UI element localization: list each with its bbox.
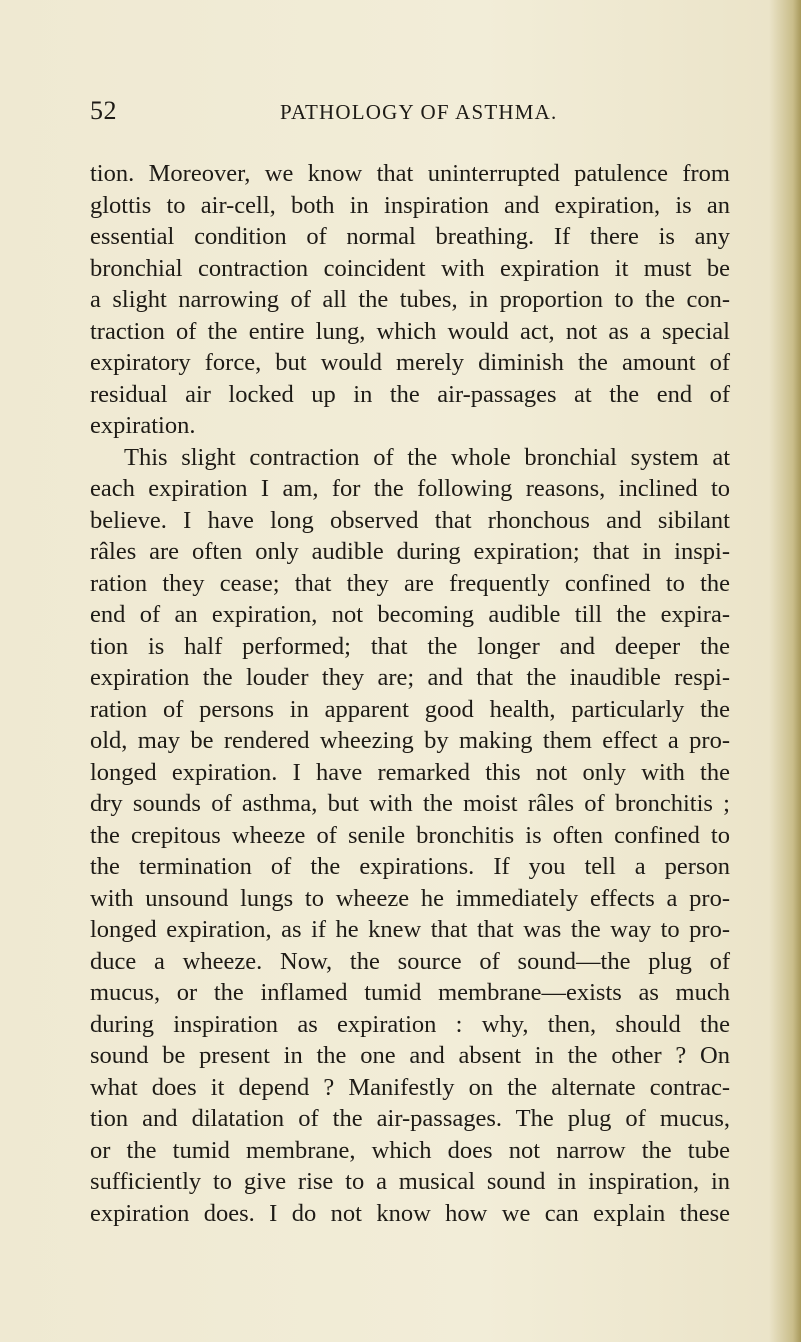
text-line: râles are often only audible during expiration; that in inspi- xyxy=(90,538,730,565)
text-line: or the tumid membrane, which does not narrow the tube xyxy=(90,1136,730,1164)
text-line: tion is half performed; that the longer and deeper the xyxy=(90,632,730,660)
text-line: the crepitous wheeze of senile bronchitis is often confined to xyxy=(90,821,730,849)
text-line: the termination of the expirations. If you tell a person xyxy=(90,853,730,880)
text-line: bronchial contraction coincident with expiration it must be xyxy=(90,254,730,282)
text-line: ration they cease; that they are frequently confined to the xyxy=(90,569,730,597)
text-line: expiration the louder they are; and that the inaudible respi- xyxy=(90,664,730,691)
text-line: tion and dilatation of the air-passages. The plug of mucus, xyxy=(90,1105,730,1132)
text-line: glottis to air-cell, both in inspiration and expiration, is an xyxy=(90,191,730,219)
text-line: residual air locked up in the air-passages at the end of xyxy=(90,380,730,408)
text-line: duce a wheeze. Now, the source of sound—the plug of xyxy=(90,947,730,975)
text-line: longed expiration, as if he knew that that was the way to pro- xyxy=(90,916,730,943)
text-line: each expiration I am, for the following reasons, inclined to xyxy=(90,475,730,502)
text-line: dry sounds of asthma, but with the moist râles of bronchitis ; xyxy=(90,790,730,817)
text-line: old, may be rendered wheezing by making them effect a pro- xyxy=(90,727,730,754)
text-line: ration of persons in apparent good health, particularly the xyxy=(90,695,730,723)
text-line: sufficiently to give rise to a musical sound in inspiration, in xyxy=(90,1168,730,1195)
text-line: during inspiration as expiration : why, then, should the xyxy=(90,1010,730,1038)
text-line: tion. Moreover, we know that uninterrupted patulence from xyxy=(90,160,730,187)
text-line: believe. I have long observed that rhonchous and sibilant xyxy=(90,506,730,534)
text-line: a slight narrowing of all the tubes, in proportion to the con- xyxy=(90,286,730,313)
text-line: essential condition of normal breathing. If there is any xyxy=(90,223,730,250)
paragraph-1 xyxy=(90,158,730,442)
text-line: expiratory force, but would merely diminish the amount of xyxy=(90,349,730,376)
text-line: end of an expiration, not becoming audible till the expira- xyxy=(90,601,730,628)
text-line: This slight contraction of the whole bronchial system at xyxy=(124,443,730,471)
text-line: mucus, or the inflamed tumid membrane—exists as much xyxy=(90,979,730,1006)
text-line: with unsound lungs to wheeze he immediately effects a pro- xyxy=(90,884,730,912)
text-line: sound be present in the one and absent in the other ? On xyxy=(90,1042,730,1069)
text-line: what does it depend ? Manifestly on the alternate contrac- xyxy=(90,1073,730,1101)
paragraph-2 xyxy=(90,442,730,1230)
text-line: expiration does. I do not know how we can explain these xyxy=(90,1199,730,1227)
page-header xyxy=(90,96,750,136)
text-line: traction of the entire lung, which would act, not as a special xyxy=(90,317,730,345)
page-number: 52 xyxy=(90,96,117,125)
text-line: longed expiration. I have remarked this not only with the xyxy=(90,758,730,786)
text-line: expiration. xyxy=(90,412,196,439)
body-text xyxy=(90,158,730,1229)
running-title: PATHOLOGY OF ASTHMA. xyxy=(280,100,558,124)
